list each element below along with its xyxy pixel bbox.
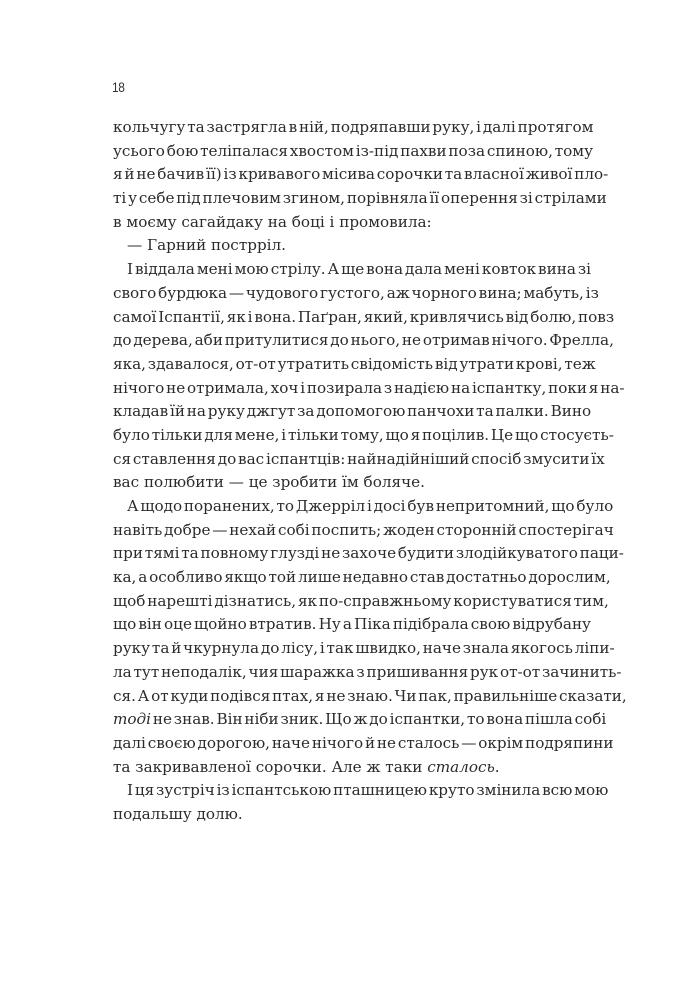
italic-emphasis: сталось [427,757,495,776]
italic-emphasis: тоді [113,710,152,729]
text-line [113,756,591,780]
text-line: було тільки для мене, і тільки тому, що я поцілив. Це що стосуєть- [113,425,614,444]
text-line: кладав їй на руку джгут за допомогою панчохи та палки. Вино [113,402,592,421]
page-number: 18 [112,79,125,95]
body-text [113,116,627,827]
text-line: щоб нарешті дізнатись, як по-справжньому користуватися тим, [113,591,609,610]
text-line: навіть добре — нехай собі поспить; жоден сторонній спостерігач [113,520,614,539]
text-segment: . [494,757,500,776]
text-line: до дерева, аби притулитися до нього, не отримав нічого. Фрелла, [113,331,614,350]
text-line: руку та й чкурнула до лісу, і так швидко, наче знала якогось ліпи- [113,639,615,658]
text-line: свого бурдюка — чудового густого, аж чорного вина; мабуть, із [113,283,599,302]
text-line: самої Іспантії, як і вона. Паґран, який, кривлячись від болю, повз [113,307,615,326]
text-line: подальшу долю. [113,804,243,823]
text-line: яка, здавалося, от-от утратить свідомість від утрати крові, теж [113,354,596,373]
text-line: кольчугу та застрягла в ній, подряпавши руку, і далі протягом [113,118,594,136]
paragraph-start-line: І ця зустріч із іспантською пташницею круто змінила всю мою [127,781,609,800]
text-line: ла тут неподалік, чия шаражка з пришивання рук от-от зачинить- [113,662,622,681]
paragraph-start-line: А щодо поранених, то Джерріл і досі був непритомний, що було [127,497,614,515]
text-line: вас полюбити — це зробити їм боляче. [113,473,425,492]
text-line: ті у себе під плечовим згином, порівняла її оперення зі стрілами [113,189,607,208]
text-line: в моєму сагайдаку на боці і промовила: [113,212,432,231]
dialogue-line: — Гарний пострріл. [127,236,286,255]
text-line: ся ставлення до вас іспантців: найнадійніший спосіб змусити їх [113,449,605,468]
text-line: що він оце щойно втратив. Ну а Піка підібрала свою відрубану [113,615,591,634]
paragraph-start-line: І віддала мені мою стрілу. А ще вона дала мені ковток вина зі [127,260,591,279]
text-line: далі своєю дорогою, наче нічого й не сталось — окрім подряпини [113,733,614,752]
text-line: ка, а особливо якщо той лише недавно став достатньо дорослим, [113,568,611,587]
text-line: при тямі та повному глузді не захоче будити злодійкуватого паци- [113,544,624,563]
text-line: нічого не отримала, хоч і позирала з надією на іспантку, поки я на- [113,378,625,397]
text-line: ся. А от куди подівся птах, я не знаю. Чи пак, правильніше сказати, [113,686,627,705]
text-line: усього бою теліпалася хвостом із-під пахви поза спиною, тому [113,141,594,160]
text-segment: не знав. Він ніби зник. Що ж до іспантки, то вона пішла собі [151,710,607,729]
text-line: я й не бачив її) із кривавого місива сорочки та власної живої пло- [113,165,609,184]
text-segment: та закривавленої сорочки. Але ж таки [113,757,428,776]
text-line [113,708,607,732]
